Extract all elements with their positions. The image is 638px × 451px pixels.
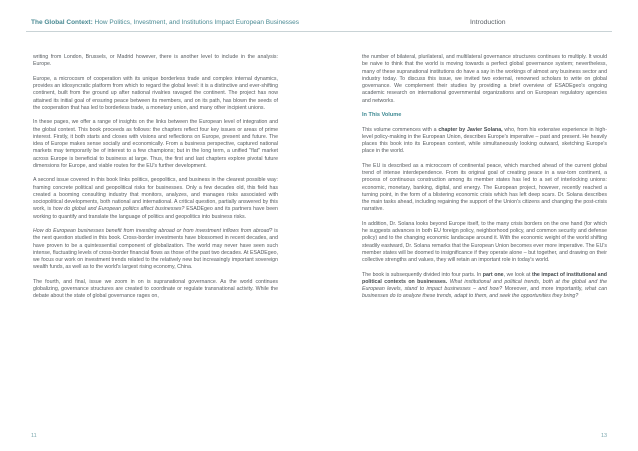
left-paragraph-6: The fourth, and final, issue we zoom in on is supranational governance. As the world continues globalizing, governance structures are created to coordinate or regulate transnational activity. While the debate about the state of global governance rages on, <box>33 278 278 300</box>
running-title <box>31 19 299 26</box>
right-paragraph-5-italic-1: What institutional and political trends, both at the global and the European levels, stand to impact businesses – and how? <box>362 278 607 292</box>
left-paragraph-4 <box>33 177 278 221</box>
right-paragraph-5-b: , we look at <box>503 271 532 278</box>
left-column <box>33 54 278 308</box>
left-paragraph-5-text: is the next question studied in this book. Cross-border investments have blossomed in recent decades, and have proven to be a quintessential component of globalization. The world may never have seen such intense, fluctuating levels of cross-border financial flows as those of the past two decades. At ESADEgeo, we focus our work on investment trends related to the relatively new but increasingly important sovereign wealth funds, as well as to the world's largest rising economy, China. <box>33 228 279 271</box>
right-paragraph-4: In addition, Dr. Solana looks beyond Europe itself, to the many crisis borders on the one hand (for which he suggests advances in both EU foreign policy, neighborhood policy, and common security and defense policy) and to the changing economic landscape around it. With the economic weight of the world shifting steadily eastward, Dr. Solana remarks that the European Union becomes ever more imperative. The EU's member states will be doomed to insignificance if they operate alone – but together, and drawing on their collective strengths and values, they will retain an important role in today's world. <box>362 220 607 263</box>
right-paragraph-2 <box>362 127 607 156</box>
left-paragraph-3: In these pages, we offer a range of insights on the links between the European level of integration and the global context. This book proceeds as follows: the chapters reflect four key issues or areas of prime interest. Firstly, it both starts and closes with visions and reflections on Europe, present and future. The idea of Europe makes sense socially and economically. From a business perspective, captured national markets may temporarily be of interest to a few champions; but in the long term, a unified "flat" market across Europe is beneficial to business at large. Thus, the first and last chapters explore pivotal future dimensions for Europe, and viable routes for the EU's further development. <box>33 119 278 169</box>
running-title-strong: The Global Context: <box>31 19 93 26</box>
right-paragraph-5-c: Moreover, and more importantly, <box>502 286 586 292</box>
left-paragraph-4-question: how do global and European politics affect businesses? <box>52 206 185 213</box>
section-heading: In This Volume <box>362 112 402 118</box>
left-paragraph-2: Europe, a microcosm of cooperation with its unique borderless trade and complex internal dynamics, provides an idiosyncratic platform from which to regard the global level: it is a distinctive and ever-shifting continent, built from the ground up after national rivalries ravaged the continent. The project has now attained its initial goal of ensuring peace between its members, and on its path, has blown the seeds of the cooperation that has led to borderless trade, a monetary union, and many other incipient unions. <box>33 75 278 111</box>
left-paragraph-4-text: A second issue covered in this book links politics, geopolitics, and business in the clearest possible way: framing concrete political and geopolitical risks for businesses. Only a few decades old, this field has created a booming consulting industry that monitors, analyzes, and manages risks associated with sociopolitical developments, both national and international. A critical question, partially answered by this work, is <box>33 177 278 213</box>
page-number-right: 13 <box>601 433 608 439</box>
right-column <box>362 54 607 308</box>
right-paragraph-5-bold-1: part one <box>482 271 504 278</box>
running-title-rest: How Politics, Investment, and Institutions Impact European Businesses <box>92 19 300 26</box>
right-paragraph-5-a: The book is subsequently divided into four parts. In <box>362 271 483 278</box>
right-paragraph-5-italic-2: what can businesses do to analyze these trends, adapt to them, and seek the opportunities they bring? <box>362 286 608 300</box>
section-title: Introduction <box>470 19 506 26</box>
right-paragraph-5 <box>362 272 607 301</box>
left-paragraph-5 <box>33 228 278 272</box>
left-paragraph-1: writing from London, Brussels, or Madrid however, there is another level to include in the analysis: Europe. <box>33 54 278 68</box>
left-paragraph-5-question: How do European businesses benefit from investing abroad or from investment inflows from abroad? <box>33 228 273 234</box>
right-paragraph-2-bold: chapter by Javier Solana, <box>438 126 503 133</box>
left-paragraph-4-end: ESADEgeo and its partners have been working to quantify and translate the language of politics and geopolitics into business risks. <box>33 206 278 220</box>
right-paragraph-3: The EU is described as a microcosm of continental peace, which marched ahead of the current global trend of intense interdependence. From its original goal of creating peace in a war-torn continent, a process of continuous construction among its member states has led to a set of interlocking unions: economic, monetary, banking, digital, and energy. The European project, however, recently reached a turning point, in the form of a blistering economic crisis which has left deep scars. Dr. Solana describes the main tasks ahead, including regaining the support of the Union's citizens and changing the post-crisis narrative. <box>362 162 607 213</box>
right-paragraph-5-bold-2: the impact of institutional and political contexts on businesses. <box>362 271 607 285</box>
right-paragraph-2-b: who, from his extensive experience in high-level policy-making in the European Union, describes Europe's imperative – past and present. He heavily places this book into its European context, while simultaneously looking outward, sketching Europe's place in the world. <box>362 126 607 155</box>
page-number-left: 11 <box>31 433 37 439</box>
page-header <box>0 0 638 36</box>
right-paragraph-2-a: This volume commences with a <box>362 126 439 133</box>
header-divider <box>26 31 612 32</box>
right-paragraph-1: the number of bilateral, plurilateral, and multilateral governance structures continues to multiply. It would be naive to think that the world is moving towards a perfect global governance system; nevertheless, many of these supranational institutions do have a say in the workings of almost any business sector and industry today. To discuss this issue, we invited two external, renowned scholars to write on global governance. We complement their studies by providing a brief overview of ESADEgeo's ongoing academic research on international governmental organizations and on European regulatory agencies and networks. <box>362 54 607 104</box>
